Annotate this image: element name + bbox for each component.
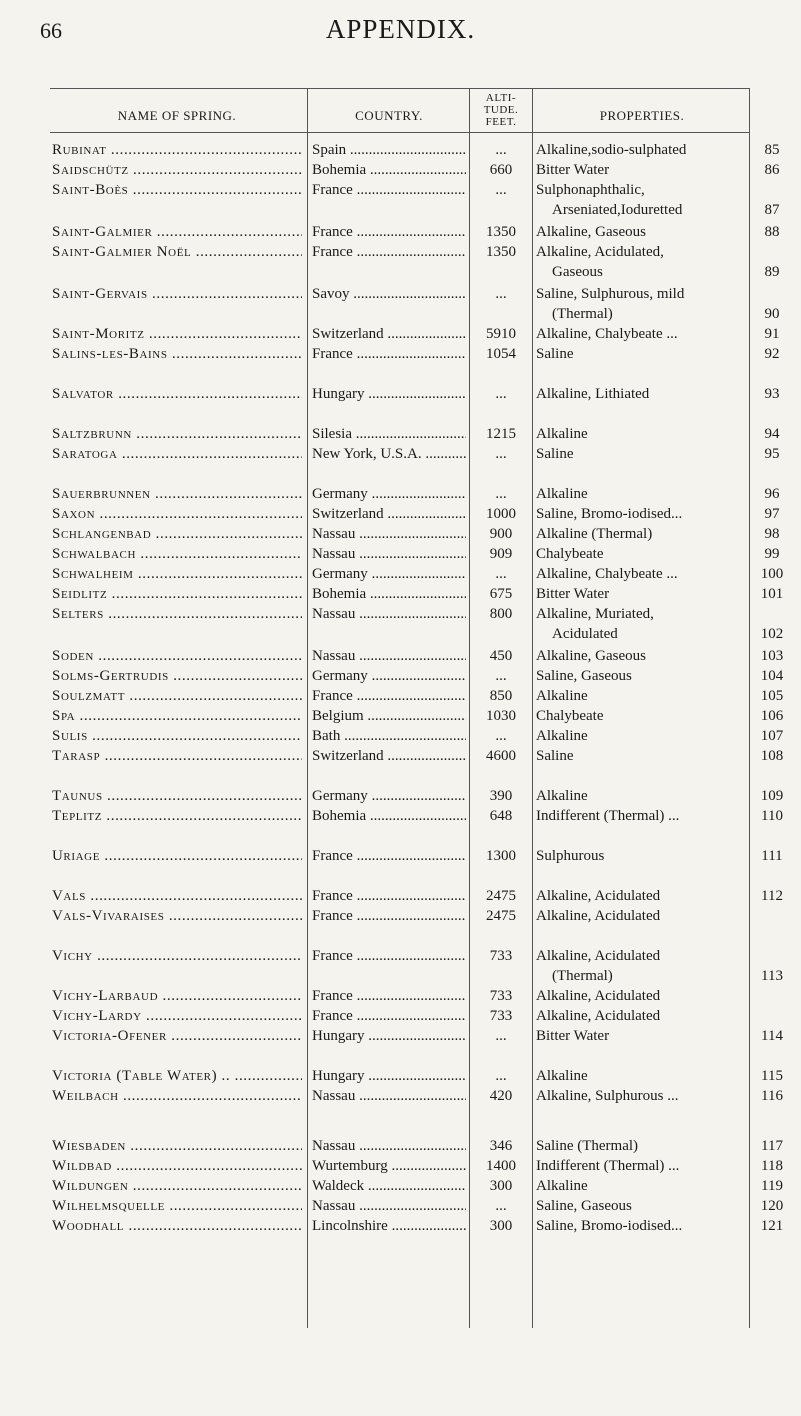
spring-country: Wurtemburg .....: [312, 1156, 466, 1176]
property-line: Saline, Bromo-iodised...: [536, 506, 683, 522]
spring-altitude: 1300: [486, 848, 516, 864]
spring-altitude: 1000: [486, 506, 516, 522]
rule-top: [50, 88, 750, 89]
spring-name: Wiesbaden .....: [52, 1136, 302, 1156]
spring-properties: [536, 846, 748, 866]
property-line: Saline: [536, 748, 574, 764]
page-reference: 92: [764, 346, 780, 362]
spring-country: Hungary .....: [312, 384, 466, 404]
spring-country: Bohemia .....: [312, 806, 466, 826]
spring-properties: [536, 986, 748, 1006]
spring-altitude: 300: [489, 1178, 513, 1194]
spring-name: Saint-Moritz .....: [52, 324, 302, 344]
property-line: Saline (Thermal): [536, 1138, 639, 1154]
spring-country: Nassau .....: [312, 646, 466, 666]
spring-properties: [536, 1176, 748, 1196]
spring-properties: [536, 444, 748, 464]
spring-altitude: ...: [495, 142, 507, 158]
page-reference: 106: [760, 708, 784, 724]
spring-country: France .....: [312, 986, 466, 1006]
spring-name: Tarasp .....: [52, 746, 302, 766]
spring-name: Saltzbrunn .....: [52, 424, 302, 444]
spring-properties: [536, 786, 748, 806]
page-reference: 116: [761, 1088, 783, 1104]
page-reference: 118: [761, 1158, 783, 1174]
page-reference: 98: [764, 526, 780, 542]
spring-country: Waldeck .....: [312, 1176, 466, 1196]
spring-altitude: ...: [495, 182, 507, 198]
spring-altitude: 450: [489, 648, 513, 664]
page-reference: 104: [760, 668, 784, 684]
spring-name: Victoria-Ofener .....: [52, 1026, 302, 1046]
page-reference: 112: [761, 888, 783, 904]
page-reference: 96: [764, 486, 780, 502]
spring-country: Hungary .....: [312, 1066, 466, 1086]
property-line: Acidulated: [552, 626, 618, 642]
page-reference: 90: [764, 306, 780, 322]
property-line: Saline: [536, 446, 574, 462]
page-reference: 101: [760, 586, 784, 602]
spring-country: Lincolnshire .....: [312, 1216, 466, 1236]
spring-properties: [536, 1026, 748, 1046]
rule-col-4: [749, 88, 750, 1328]
spring-altitude: 733: [489, 988, 513, 1004]
spring-country: Germany .....: [312, 484, 466, 504]
page-reference: 119: [761, 1178, 783, 1194]
spring-altitude: 4600: [486, 748, 516, 764]
page-reference: 86: [764, 162, 780, 178]
spring-name: Schwalheim .....: [52, 564, 302, 584]
page-reference: 103: [760, 648, 784, 664]
spring-properties: [536, 604, 748, 644]
spring-altitude: ...: [495, 386, 507, 402]
spring-altitude: 300: [489, 1218, 513, 1234]
spring-altitude: 800: [489, 606, 513, 622]
property-line: Alkaline (Thermal): [536, 526, 653, 542]
spring-altitude: 909: [489, 546, 513, 562]
property-line: Alkaline, Acidulated: [536, 888, 661, 904]
spring-properties: [536, 584, 748, 604]
spring-name: Seidlitz .....: [52, 584, 302, 604]
property-line: Saline, Gaseous: [536, 668, 632, 684]
spring-properties: [536, 1196, 748, 1216]
property-line: Alkaline, Acidulated: [536, 988, 661, 1004]
property-line: Alkaline: [536, 1068, 588, 1084]
property-line: Saline, Sulphurous, mild: [536, 286, 685, 302]
property-line: Saline, Bromo-iodised...: [536, 1218, 683, 1234]
spring-properties: [536, 1156, 748, 1176]
page-reference: 87: [764, 202, 780, 218]
spring-altitude: 1215: [486, 426, 516, 442]
spring-properties: [536, 160, 748, 180]
spring-country: Spain .....: [312, 140, 466, 160]
spring-country: Bath .....: [312, 726, 466, 746]
spring-name: Wildbad .....: [52, 1156, 302, 1176]
page-reference: 108: [760, 748, 784, 764]
spring-altitude: 1400: [486, 1158, 516, 1174]
rule-col-1: [307, 88, 308, 1328]
page-number: 66: [40, 18, 62, 43]
spring-properties: [536, 222, 748, 242]
property-line: Chalybeate: [536, 546, 604, 562]
page-reference: 102: [760, 626, 784, 642]
page-reference: 113: [761, 968, 783, 984]
spring-name: Schlangenbad .....: [52, 524, 302, 544]
spring-properties: [536, 504, 748, 524]
spring-altitude: ...: [495, 486, 507, 502]
property-line: Indifferent (Thermal) ...: [536, 808, 680, 824]
spring-properties: [536, 524, 748, 544]
spring-country: Silesia .....: [312, 424, 466, 444]
spring-country: France .....: [312, 222, 466, 242]
spring-properties: [536, 324, 748, 344]
spring-name: Victoria (Table Water) .. .....: [52, 1066, 302, 1086]
spring-altitude: 1054: [486, 346, 516, 362]
property-line: Bitter Water: [536, 1028, 610, 1044]
col-head-name: NAME OF SPRING.: [117, 108, 237, 123]
spring-name: Salins-les-Bains .....: [52, 344, 302, 364]
spring-properties: [536, 180, 748, 220]
spring-properties: [536, 906, 748, 926]
spring-country: Nassau .....: [312, 524, 466, 544]
spring-name: Soulzmatt .....: [52, 686, 302, 706]
spring-altitude: 850: [489, 688, 513, 704]
spring-properties: [536, 666, 748, 686]
page-reference: 93: [764, 386, 780, 402]
page-reference: 121: [760, 1218, 784, 1234]
spring-country: Nassau .....: [312, 604, 466, 624]
spring-properties: [536, 384, 748, 404]
spring-altitude: 2475: [486, 908, 516, 924]
spring-properties: [536, 1136, 748, 1156]
property-line: Alkaline, Acidulated,: [536, 244, 664, 260]
spring-country: Bohemia .....: [312, 584, 466, 604]
spring-properties: [536, 284, 748, 324]
spring-properties: [536, 344, 748, 364]
spring-altitude: ...: [495, 446, 507, 462]
spring-properties: [536, 1006, 748, 1026]
spring-name: Saint-Boès .....: [52, 180, 302, 200]
col-head-altitude: ALTI- TUDE. FEET.: [483, 92, 519, 128]
spring-altitude: 660: [489, 162, 513, 178]
property-line: Alkaline, Lithiated: [536, 386, 650, 402]
spring-altitude: 2475: [486, 888, 516, 904]
property-line: Alkaline: [536, 728, 588, 744]
page-reference: 99: [764, 546, 780, 562]
spring-properties: [536, 140, 748, 160]
spring-country: Nassau .....: [312, 544, 466, 564]
spring-country: France .....: [312, 906, 466, 926]
spring-country: Nassau .....: [312, 1136, 466, 1156]
spring-name: Wilhelmsquelle .....: [52, 1196, 302, 1216]
spring-country: France .....: [312, 344, 466, 364]
spring-properties: [536, 706, 748, 726]
spring-name: Woodhall .....: [52, 1216, 302, 1236]
property-line: Saline: [536, 346, 574, 362]
spring-country: Nassau .....: [312, 1086, 466, 1106]
page-reference: 117: [761, 1138, 783, 1154]
page-reference: 110: [761, 808, 783, 824]
spring-country: Nassau .....: [312, 1196, 466, 1216]
spring-altitude: 733: [489, 1008, 513, 1024]
page-reference: 95: [764, 446, 780, 462]
spring-country: Switzerland .....: [312, 746, 466, 766]
spring-name: Wildungen .....: [52, 1176, 302, 1196]
page-reference: 111: [761, 848, 783, 864]
spring-properties: [536, 1086, 748, 1106]
spring-country: Switzerland .....: [312, 324, 466, 344]
page-reference: 85: [764, 142, 780, 158]
property-line: Alkaline, Acidulated: [536, 1008, 661, 1024]
spring-name: Taunus .....: [52, 786, 302, 806]
page-reference: 89: [764, 264, 780, 280]
property-line: Alkaline: [536, 688, 588, 704]
spring-country: France .....: [312, 242, 466, 262]
page-reference: 94: [764, 426, 780, 442]
property-line: Bitter Water: [536, 162, 610, 178]
col-head-country: COUNTRY.: [355, 108, 423, 123]
spring-country: France .....: [312, 180, 466, 200]
property-line: Indifferent (Thermal) ...: [536, 1158, 680, 1174]
rule-col-2: [469, 88, 470, 1328]
spring-country: France .....: [312, 946, 466, 966]
spring-country: New York, U.S.A. .....: [312, 444, 466, 464]
page-reference: 100: [760, 566, 784, 582]
spring-properties: [536, 544, 748, 564]
spring-altitude: 648: [489, 808, 513, 824]
spring-country: France .....: [312, 1006, 466, 1026]
property-line: (Thermal): [552, 968, 613, 984]
spring-properties: [536, 424, 748, 444]
page-reference: 114: [761, 1028, 783, 1044]
page-reference: 109: [760, 788, 784, 804]
spring-name: Vichy .....: [52, 946, 302, 966]
property-line: Gaseous: [552, 264, 603, 280]
spring-name: Saxon .....: [52, 504, 302, 524]
spring-country: Savoy .....: [312, 284, 466, 304]
spring-country: France .....: [312, 886, 466, 906]
spring-altitude: 5910: [486, 326, 516, 342]
spring-properties: [536, 946, 748, 986]
property-line: Alkaline, Chalybeate ...: [536, 566, 678, 582]
property-line: Alkaline, Gaseous: [536, 224, 646, 240]
spring-name: Solms-Gertrudis .....: [52, 666, 302, 686]
property-line: Alkaline, Chalybeate ...: [536, 326, 678, 342]
spring-properties: [536, 886, 748, 906]
spring-name: Vals-Vivaraises .....: [52, 906, 302, 926]
spring-altitude: ...: [495, 1028, 507, 1044]
spring-properties: [536, 746, 748, 766]
page-reference: 105: [760, 688, 784, 704]
spring-altitude: ...: [495, 566, 507, 582]
spring-altitude: ...: [495, 668, 507, 684]
spring-properties: [536, 806, 748, 826]
spring-name: Schwalbach .....: [52, 544, 302, 564]
running-head: APPENDIX.: [325, 14, 476, 44]
spring-altitude: 390: [489, 788, 513, 804]
spring-name: Spa .....: [52, 706, 302, 726]
property-line: Alkaline, Acidulated: [536, 908, 661, 924]
property-line: Saline, Gaseous: [536, 1198, 632, 1214]
property-line: Arseniated,Ioduretted: [552, 202, 683, 218]
page-reference: 97: [764, 506, 780, 522]
spring-name: Salvator .....: [52, 384, 302, 404]
page-reference: 88: [764, 224, 780, 240]
spring-name: Saidschütz .....: [52, 160, 302, 180]
spring-country: Bohemia .....: [312, 160, 466, 180]
spring-country: Belgium .....: [312, 706, 466, 726]
spring-altitude: ...: [495, 286, 507, 302]
spring-properties: [536, 1066, 748, 1086]
spring-name: Teplitz .....: [52, 806, 302, 826]
page-reference: 120: [760, 1198, 784, 1214]
page-reference: 91: [764, 326, 780, 342]
spring-name: Saratoga .....: [52, 444, 302, 464]
property-line: Alkaline, Acidulated: [536, 948, 661, 964]
property-line: Alkaline: [536, 1178, 588, 1194]
spring-country: Germany .....: [312, 666, 466, 686]
spring-altitude: 1030: [486, 708, 516, 724]
spring-altitude: 1350: [486, 224, 516, 240]
property-line: Bitter Water: [536, 586, 610, 602]
spring-name: Uriage .....: [52, 846, 302, 866]
property-line: Alkaline: [536, 788, 588, 804]
spring-name: Saint-Galmier .....: [52, 222, 302, 242]
spring-country: Hungary .....: [312, 1026, 466, 1046]
property-line: Chalybeate: [536, 708, 604, 724]
spring-country: Germany .....: [312, 786, 466, 806]
spring-altitude: 420: [489, 1088, 513, 1104]
property-line: Alkaline: [536, 426, 588, 442]
spring-altitude: 675: [489, 586, 513, 602]
spring-name: Sauerbrunnen .....: [52, 484, 302, 504]
rule-head: [50, 132, 750, 133]
spring-name: Weilbach .....: [52, 1086, 302, 1106]
property-line: Sulphurous: [536, 848, 605, 864]
page-reference: 115: [761, 1068, 783, 1084]
spring-altitude: ...: [495, 728, 507, 744]
spring-country: Germany .....: [312, 564, 466, 584]
spring-properties: [536, 646, 748, 666]
spring-country: France .....: [312, 686, 466, 706]
spring-properties: [536, 726, 748, 746]
property-line: Alkaline, Gaseous: [536, 648, 646, 664]
property-line: Sulphonaphthalic,: [536, 182, 645, 198]
spring-country: Switzerland .....: [312, 504, 466, 524]
property-line: Alkaline: [536, 486, 588, 502]
spring-properties: [536, 686, 748, 706]
rule-col-3: [532, 88, 533, 1328]
spring-properties: [536, 484, 748, 504]
property-line: Alkaline, Sulphurous ...: [536, 1088, 679, 1104]
spring-name: Vichy-Larbaud .....: [52, 986, 302, 1006]
spring-name: Sulis .....: [52, 726, 302, 746]
spring-name: Selters .....: [52, 604, 302, 624]
page-reference: 107: [760, 728, 784, 744]
spring-name: Soden .....: [52, 646, 302, 666]
property-line: (Thermal): [552, 306, 613, 322]
col-head-properties: PROPERTIES.: [599, 108, 685, 123]
spring-name: Saint-Galmier Noël .....: [52, 242, 302, 262]
spring-name: Vichy-Lardy .....: [52, 1006, 302, 1026]
spring-name: Vals .....: [52, 886, 302, 906]
spring-name: Rubinat .....: [52, 140, 302, 160]
spring-properties: [536, 1216, 748, 1236]
property-line: Alkaline,sodio-sulphated: [536, 142, 687, 158]
spring-name: Saint-Gervais .....: [52, 284, 302, 304]
spring-country: France .....: [312, 846, 466, 866]
spring-altitude: ...: [495, 1068, 507, 1084]
property-line: Alkaline, Muriated,: [536, 606, 654, 622]
spring-altitude: 900: [489, 526, 513, 542]
spring-altitude: ...: [495, 1198, 507, 1214]
spring-altitude: 346: [489, 1138, 513, 1154]
spring-altitude: 733: [489, 948, 513, 964]
spring-altitude: 1350: [486, 244, 516, 260]
spring-properties: [536, 564, 748, 584]
spring-properties: [536, 242, 748, 282]
